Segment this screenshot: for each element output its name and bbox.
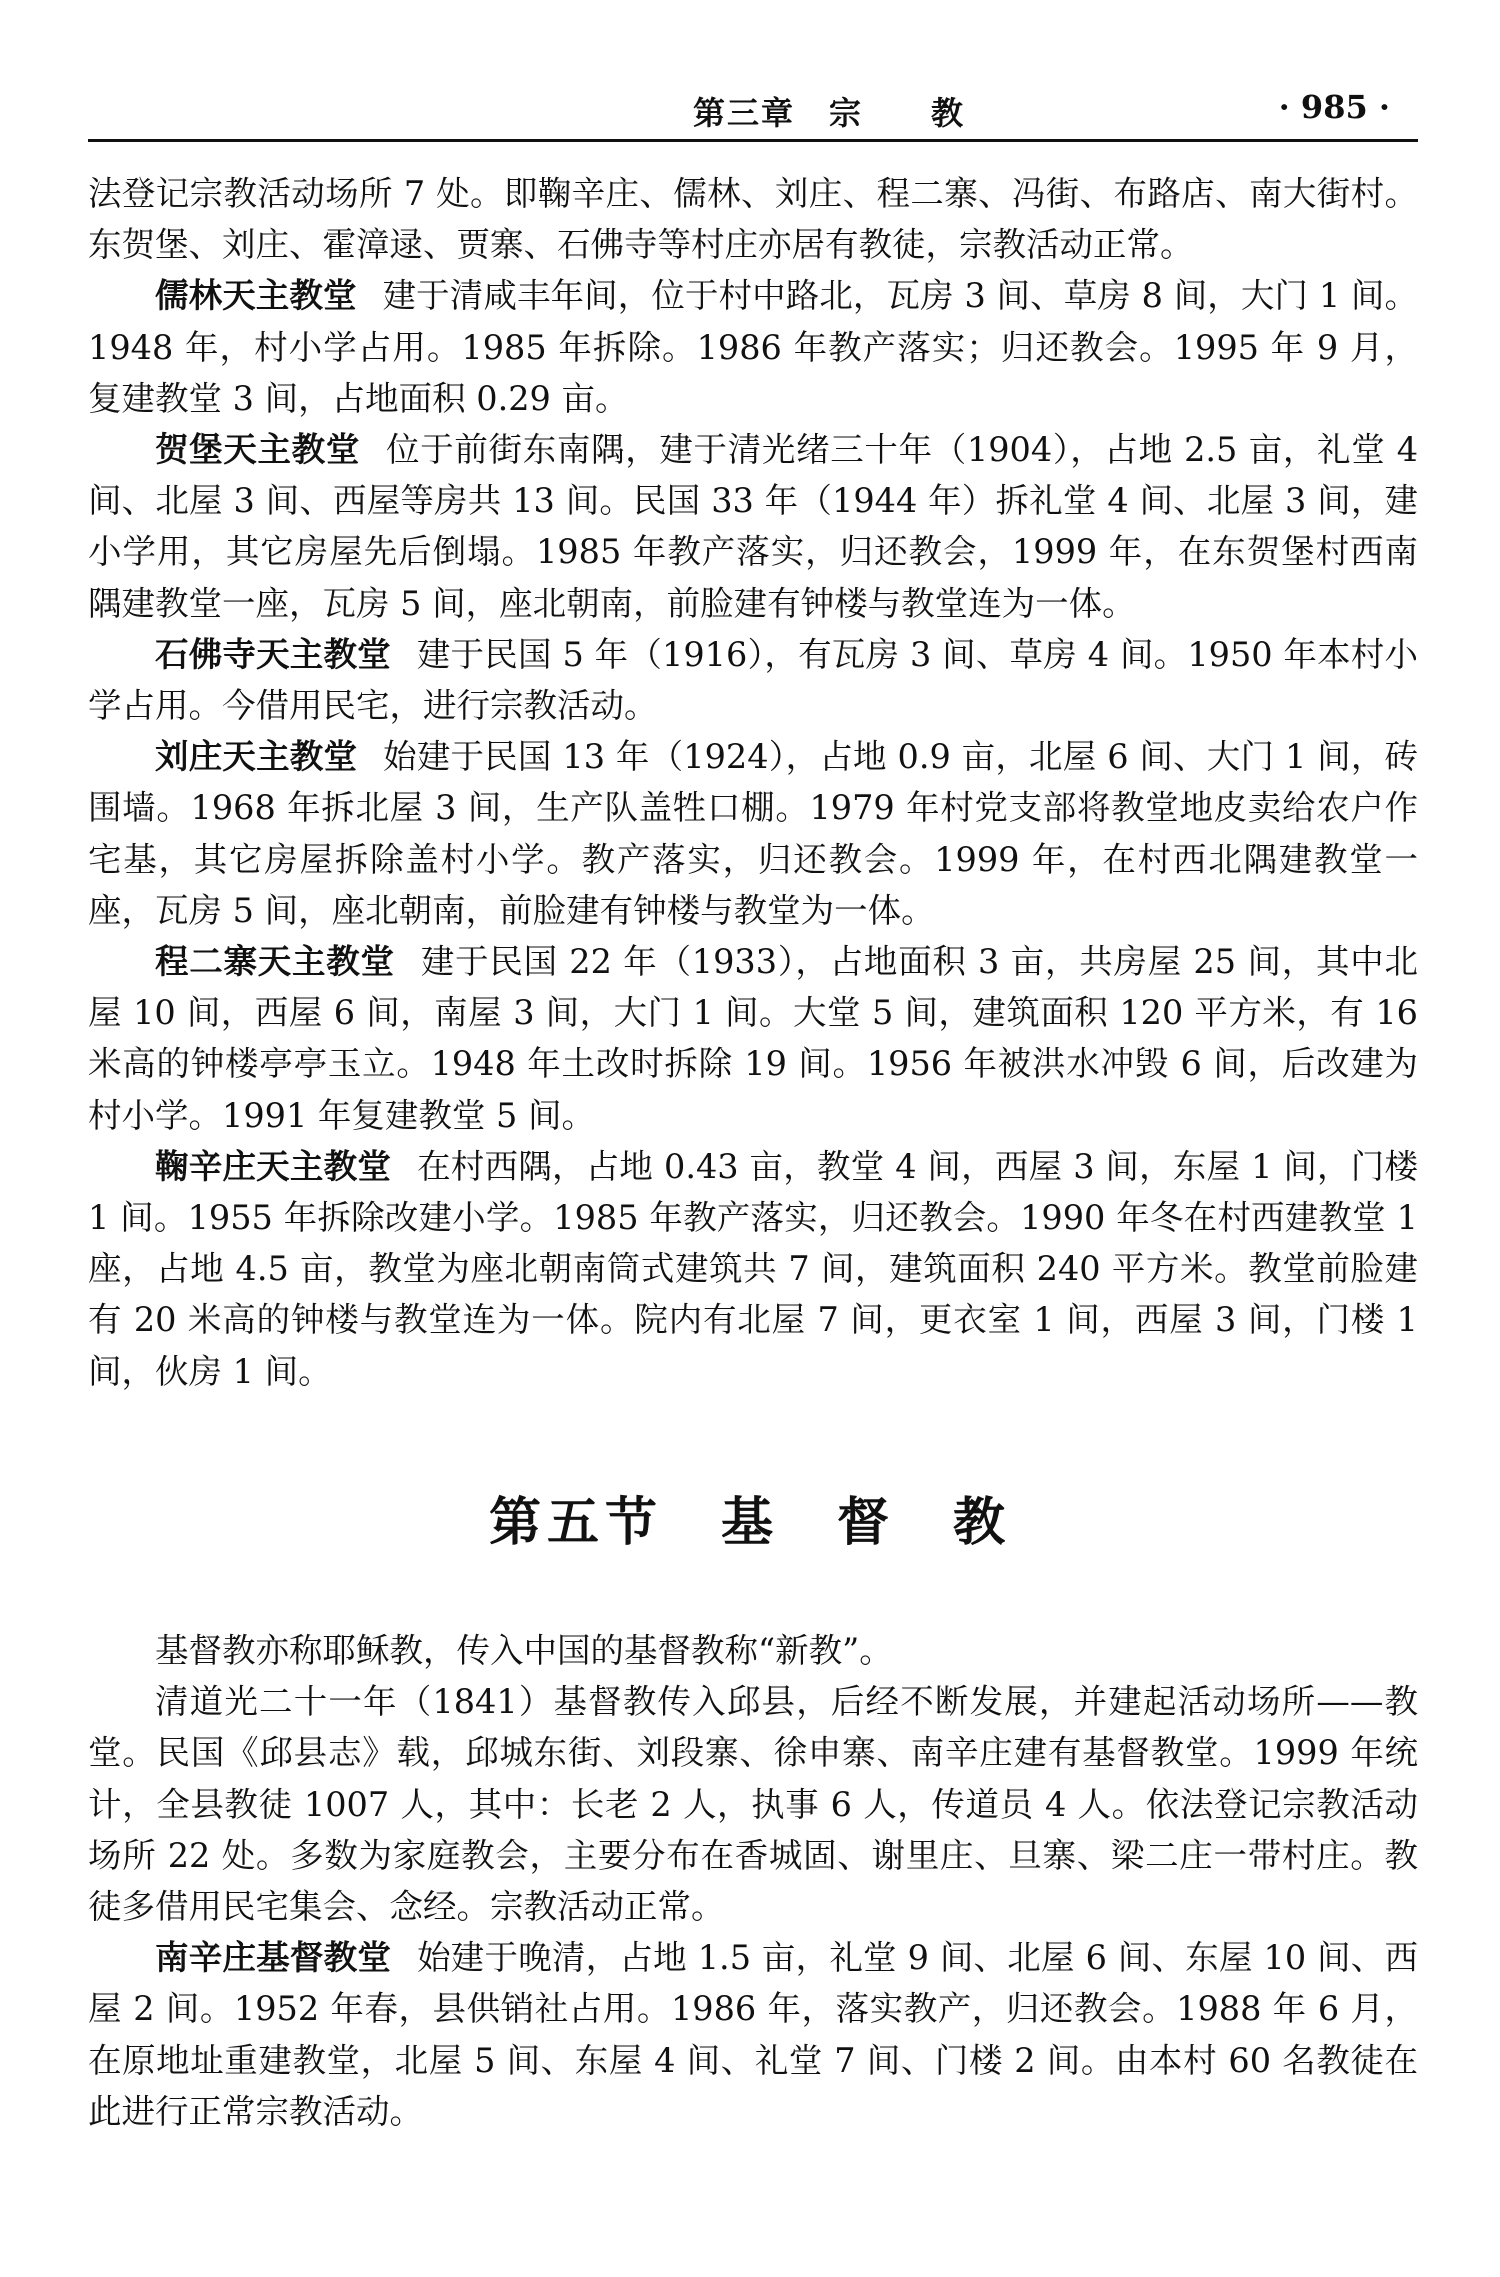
paragraph-text: 建于民国 5 年（1916），有瓦房 3 间、草房 4 间。1950 年本村小学占用。今借用民宅，进行宗教活动。 [88,634,1419,726]
paragraph [88,936,1418,1141]
paragraph-text: 建于清咸丰年间，位于村中路北，瓦房 3 间、草房 8 间，大门 1 间。1948 年，村小学占用。1985 年拆除。1986 年教产落实；归还教会。1995 年 9 月，复建教堂 3 间，占地面积 0.29 亩。 [88,276,1418,418]
chapter-title: 第三章 宗 教 [693,94,966,132]
paragraph-text: 始建于民国 13 年（1924），占地 0.9 亩，北屋 6 间、大门 1 间，砖围墙。1968 年拆北屋 3 间，生产队盖牲口棚。1979 年村党支部将教堂地皮卖给农户作宅基，其它房屋拆除盖村小学。教产落实，归还教会。1999 年，在村西北隅建教堂一座，瓦房 5 间，座北朝南，前脸建有钟楼与教堂为一体。 [88,737,1419,930]
body-text [88,168,1418,1397]
entry-title: 刘庄天主教堂 [155,737,358,777]
paragraph-text: 清道光二十一年（1841）基督教传入邱县，后经不断发展，并建起活动场所——教堂。民国《邱县志》载，邱城东街、刘段寨、徐申寨、南辛庄建有基督教堂。1999 年统计，全县教徒 1007 人，其中：长老 2 人，执事 6 人，传道员 4 人。依法登记宗教活动场所 22 处。多数为家庭教会，主要分布在香城固、谢里庄、旦寨、梁二庄一带村庄。教徒多借用民宅集会、念经。宗教活动正常。 [88,1682,1418,1927]
paragraph-text: 始建于晚清，占地 1.5 亩，礼堂 9 间、北屋 6 间、东屋 10 间、西屋 2 间。1952 年春，县供销社占用。1986 年，落实教产，归还教会。1988 年 6 月，在原地址重建教堂，北屋 5 间、东屋 4 间、礼堂 7 间、门楼 2 间。由本村 60 名教徒在此进行正常宗教活动。 [88,1938,1418,2131]
paragraph-text: 建于民国 22 年（1933），占地面积 3 亩，共房屋 25 间，其中北屋 10 间，西屋 6 间，南屋 3 间，大门 1 间。大堂 5 间，建筑面积 120 平方米，有 16 米高的钟楼亭亭玉立。1948 年土改时拆除 19 间。1956 年被洪水冲毁 6 间，后改建为村小学。1991 年复建教堂 5 间。 [88,942,1419,1135]
paragraph [88,1625,1418,1676]
page-number: · 985 · [1278,88,1390,126]
paragraph-text: 在村西隅，占地 0.43 亩，教堂 4 间，西屋 3 间，东屋 1 间，门楼 1 间。1955 年拆除改建小学。1985 年教产落实，归还教会。1990 年冬在村西建教堂 1 座，占地 4.5 亩，教堂为座北朝南筒式建筑共 7 间，建筑面积 240 平方米。教堂前脸建有 20 米高的钟楼与教堂连为一体。院内有北屋 7 间，更衣室 1 间，西屋 3 间，门楼 1 间，伙房 1 间。 [88,1146,1418,1391]
paragraph-text: 基督教亦称耶稣教，传入中国的基督教称“新教”。 [155,1631,893,1670]
section-body [88,1625,1418,2137]
paragraph [88,270,1418,424]
entry-title: 鞠辛庄天主教堂 [155,1146,392,1186]
paragraph-text: 法登记宗教活动场所 7 处。即鞠辛庄、儒林、刘庄、程二寨、冯街、布路店、南大街村。东贺堡、刘庄、霍漳逯、贾寨、石佛寺等村庄亦居有教徒，宗教活动正常。 [88,174,1418,265]
paragraph [88,1141,1418,1397]
paragraph [88,424,1418,629]
paragraph [88,629,1418,731]
paragraph [88,731,1418,936]
entry-title: 南辛庄基督教堂 [155,1938,392,1978]
entry-title: 石佛寺天主教堂 [155,634,391,674]
section-title: 第五节 基 督 教 [488,1493,1011,1553]
paragraph-text: 位于前街东南隅，建于清光绪三十年（1904），占地 2.5 亩，礼堂 4 间、北屋 3 间、西屋等房共 13 间。民国 33 年（1944 年）拆礼堂 4 间、北屋 3 间，建小学用，其它房屋先后倒塌。1985 年教产落实，归还教会，1999 年，在东贺堡村西南隅建教堂一座，瓦房 5 间，座北朝南，前脸建有钟楼与教堂连为一体。 [88,430,1419,623]
paragraph [88,1676,1418,1932]
entry-title: 儒林天主教堂 [155,276,357,316]
paragraph [88,168,1418,270]
paragraph [88,1932,1418,2137]
entry-title: 程二寨天主教堂 [155,942,395,982]
page-header [88,88,1418,136]
entry-title: 贺堡天主教堂 [155,430,361,470]
header-rule [88,139,1418,142]
